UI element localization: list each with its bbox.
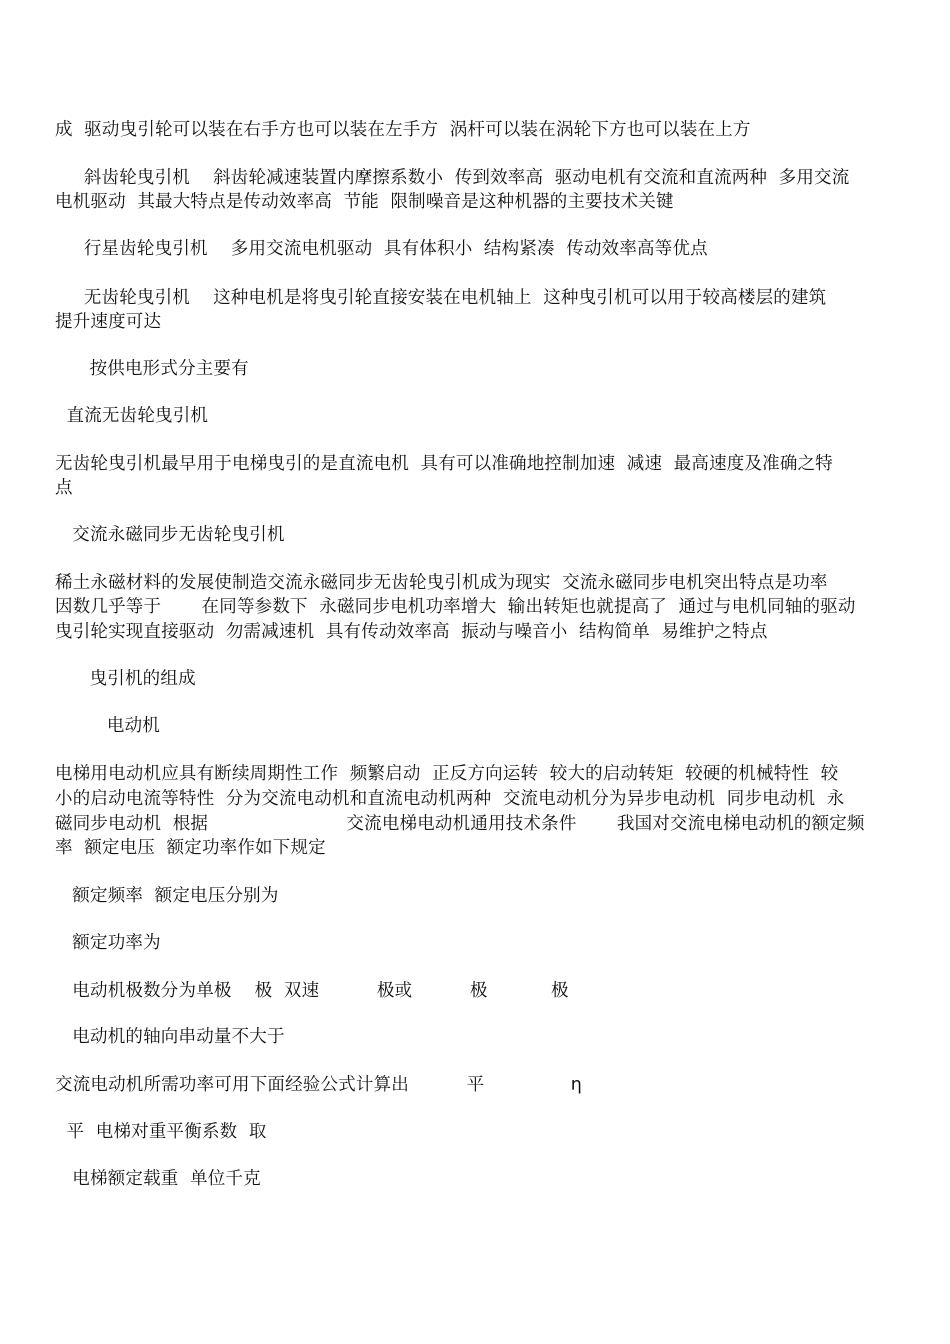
subsection-heading: 电动机 [55,716,160,736]
text-line: 成 驱动曳引轮可以装在右手方也可以装在左手方 涡杆可以装在涡轮下方也可以装在上方 [55,120,751,140]
text-line: 斜齿轮曳引机 斜齿轮减速装置内摩擦系数小 传到效率高 驱动电机有交流和直流两种 多用交流 [55,168,850,188]
text-line: 小的启动电流等特性 分为交流电动机和直流电动机两种 交流电动机分为异步电动机 同步电动机 永 [55,789,845,809]
text-line: 电动机的轴向串动量不大于 [55,1027,285,1047]
text-line: 提升速度可达 [55,312,162,332]
text-line: 额定频率 额定电压分别为 [55,886,279,906]
formula-line: 交流电动机所需功率可用下面经验公式计算出 平 η [55,1075,583,1095]
section-heading: 曳引机的组成 [55,669,196,689]
text-line: 率 额定电压 额定功率作如下规定 [55,838,326,858]
text-line: 电梯额定载重 单位千克 [55,1169,261,1189]
subsection-heading: 交流永磁同步无齿轮曳引机 [55,525,285,545]
text-line: 行星齿轮曳引机 多用交流电机驱动 具有体积小 结构紧凑 传动效率高等优点 [55,239,708,259]
subsection-heading: 直流无齿轮曳引机 [55,406,209,426]
text-line: 磁同步电动机 根据 交流电梯电动机通用技术条件 我国对交流电梯电动机的额定频 [55,814,865,834]
text-line: 额定功率为 [55,933,161,953]
text-line: 电梯用电动机应具有断续周期性工作 频繁启动 正反方向运转 较大的启动转矩 较硬的机械特性 较 [55,764,839,784]
text-line: 稀土永磁材料的发展使制造交流永磁同步无齿轮曳引机成为现实 交流永磁同步电机突出特点是功率 [55,573,828,593]
text-line: 点 [55,478,73,498]
text-line: 无齿轮曳引机最早用于电梯曳引的是直流电机 具有可以准确地控制加速 减速 最高速度及准确之特 [55,454,833,474]
text-line: 无齿轮曳引机 这种电机是将曳引轮直接安装在电机轴上 这种曳引机可以用于较高楼层的建筑 [55,288,827,308]
text-line: 因数几乎等于 在同等参数下 永磁同步电机功率增大 输出转矩也就提高了 通过与电机同轴的驱动 [55,597,856,617]
text-line: 曳引轮实现直接驱动 勿需减速机 具有传动效率高 振动与噪音小 结构简单 易维护之特点 [55,622,768,642]
text-line: 平 电梯对重平衡系数 取 [55,1122,267,1142]
text-line: 电动机极数分为单极 极 双速 极或 极 极 [55,981,569,1001]
section-heading: 按供电形式分主要有 [55,359,249,379]
text-line: 电机驱动 其最大特点是传动效率高 节能 限制噪音是这种机器的主要技术关键 [55,192,674,212]
